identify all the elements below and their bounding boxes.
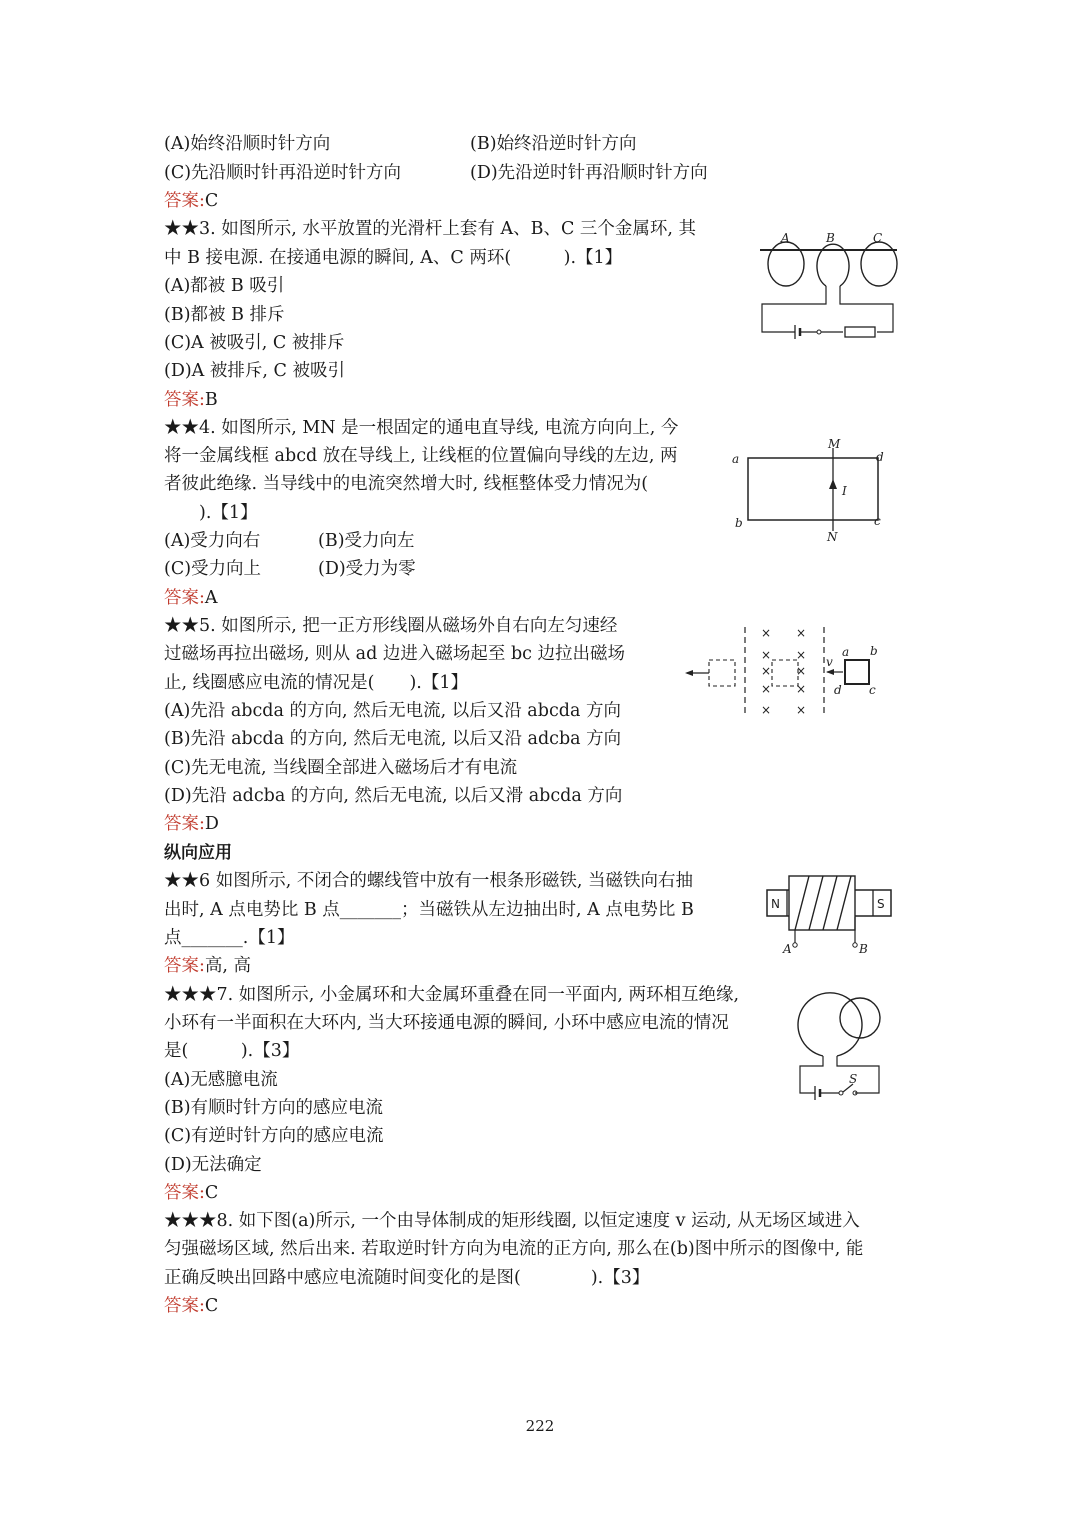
q5-stem-line-2: 过磁场再拉出磁场, 则从 ad 边进入磁场起至 bc 边拉出磁场 <box>164 644 626 664</box>
label-a: a <box>842 645 850 659</box>
label-a: A <box>781 231 790 245</box>
solenoid-tube <box>789 876 855 930</box>
q8-stem-line-2: 匀强磁场区域, 然后出来. 若取逆时针方向为电流的正方向, 那么在(b)图中所示的图像中, 能 <box>164 1239 864 1259</box>
label-b: b <box>870 644 878 658</box>
circuit-wire-left <box>762 286 826 332</box>
q4-option-b: (B)受力向左 <box>318 531 415 551</box>
field-mark: × <box>795 648 807 662</box>
answer-value: D <box>204 814 219 834</box>
answer-value: C <box>204 1296 219 1316</box>
q3-option-d: (D)A 被排斥, C 被吸引 <box>164 361 345 381</box>
label-c: c <box>874 514 881 528</box>
q8-answer <box>164 1295 218 1317</box>
answer-label: 答案: <box>164 588 205 608</box>
field-mark: × <box>760 703 772 717</box>
coil-position-exit <box>709 660 735 686</box>
q2-option-d: (D)先沿逆时针再沿顺时针方向 <box>470 163 708 183</box>
label-a: A <box>783 942 792 956</box>
switch-contact <box>817 330 821 334</box>
label-a: a <box>732 452 740 466</box>
velocity-arrow <box>826 669 834 675</box>
answer-value: A <box>204 588 218 608</box>
label-d: d <box>876 450 884 464</box>
label-m: M <box>828 437 841 451</box>
q3-option-b: (B)都被 B 排斥 <box>164 305 285 325</box>
section-title: 纵向应用 <box>164 843 232 863</box>
q2-option-a: (A)始终沿顺时针方向 <box>164 134 331 154</box>
q8-stem-line-1: ★★★8. 如下图(a)所示, 一个由导体制成的矩形线圈, 以恒定速度 v 运动, 从无场区域进入 <box>164 1211 860 1231</box>
q6-stem-line-1: ★★6 如图所示, 不闭合的螺线管中放有一根条形磁铁, 当磁铁向右抽 <box>164 871 693 891</box>
label-d: d <box>834 683 842 697</box>
q4-stem-line-4: ).【1】 <box>164 503 258 523</box>
q5-option-a: (A)先沿 abcda 的方向, 然后无电流, 以后又沿 abcda 方向 <box>164 701 621 721</box>
field-mark: × <box>760 664 772 678</box>
q7-option-a: (A)无感臆电流 <box>164 1070 278 1090</box>
q3-answer <box>164 389 218 411</box>
field-mark: × <box>795 682 807 696</box>
field-mark: × <box>760 648 772 662</box>
ring-c <box>861 242 897 286</box>
label-b: B <box>826 231 835 245</box>
label-n: N <box>771 897 780 911</box>
q5-option-c: (C)先无电流, 当线圈全部进入磁场后才有电流 <box>164 758 518 778</box>
label-s: S <box>877 897 885 911</box>
answer-value: 高, 高 <box>204 956 252 976</box>
answer-value: C <box>204 191 219 211</box>
q7-answer <box>164 1182 218 1204</box>
q3-stem-line-1: ★★3. 如图所示, 水平放置的光滑杆上套有 A、B、C 三个金属环, 其 <box>164 219 697 239</box>
q4-option-d: (D)受力为零 <box>318 559 416 579</box>
field-mark: × <box>760 682 772 696</box>
q7-option-b: (B)有顺时针方向的感应电流 <box>164 1098 384 1118</box>
q5-option-b: (B)先沿 abcda 的方向, 然后无电流, 以后又沿 adcba 方向 <box>164 729 622 749</box>
q4-option-c: (C)受力向上 <box>164 559 262 579</box>
exit-arrow <box>685 670 693 676</box>
q7-figure-rings <box>795 990 890 1100</box>
label-c: C <box>873 231 883 245</box>
q3-stem-line-2: 中 B 接电源. 在接通电源的瞬间, A、C 两环( ).【1】 <box>164 248 623 268</box>
q4-figure-frame <box>730 435 890 545</box>
q2-option-c: (C)先沿顺时针再沿逆时针方向 <box>164 163 402 183</box>
q4-stem-line-1: ★★4. 如图所示, MN 是一根固定的通电直导线, 电流方向向上, 今 <box>164 418 679 438</box>
label-c: c <box>869 683 876 697</box>
current-arrow <box>829 479 837 489</box>
label-b: B <box>859 942 868 956</box>
q7-option-c: (C)有逆时针方向的感应电流 <box>164 1126 384 1146</box>
q6-answer <box>164 955 251 977</box>
q6-figure-solenoid <box>765 867 895 957</box>
label-b: b <box>735 516 743 530</box>
q3-figure-rings <box>755 228 900 340</box>
q4-stem-line-2: 将一金属线框 abcd 放在导线上, 让线框的位置偏向导线的左边, 两 <box>164 446 678 466</box>
q5-figure-field <box>683 625 883 720</box>
answer-label: 答案: <box>164 191 205 211</box>
q5-answer <box>164 813 219 835</box>
q5-option-d: (D)先沿 adcba 的方向, 然后无电流, 以后又滑 abcda 方向 <box>164 786 623 806</box>
answer-value: C <box>204 1183 219 1203</box>
q2-option-b: (B)始终沿逆时针方向 <box>470 134 637 154</box>
label-n: N <box>827 530 838 544</box>
resistor <box>845 327 875 337</box>
q6-stem-line-2: 出时, A 点电势比 B 点_______；当磁铁从左边抽出时, A 点电势比 B <box>164 900 694 920</box>
circuit-wire-right <box>837 1056 879 1093</box>
label-i: I <box>842 484 847 498</box>
answer-label: 答案: <box>164 956 205 976</box>
field-mark: × <box>760 626 772 640</box>
q8-stem-line-3: 正确反映出回路中感应电流随时间变化的是图( ).【3】 <box>164 1268 650 1288</box>
q5-stem-line-1: ★★5. 如图所示, 把一正方形线圈从磁场外自右向左匀速经 <box>164 616 618 636</box>
answer-label: 答案: <box>164 1183 205 1203</box>
q4-option-a: (A)受力向右 <box>164 531 261 551</box>
q7-stem-line-1: ★★★7. 如图所示, 小金属环和大金属环重叠在同一平面内, 两环相互绝缘, <box>164 985 740 1005</box>
q7-stem-line-3: 是( ).【3】 <box>164 1041 300 1061</box>
q4-answer <box>164 587 218 609</box>
q4-stem-line-3: 者彼此绝缘. 当导线中的电流突然增大时, 线框整体受力情况为( <box>164 474 649 494</box>
answer-label: 答案: <box>164 390 205 410</box>
q3-option-a: (A)都被 B 吸引 <box>164 276 285 296</box>
page-number: 222 <box>525 1417 555 1435</box>
label-s: S <box>849 1072 858 1086</box>
field-mark: × <box>795 626 807 640</box>
q2-answer <box>164 190 218 212</box>
circuit-wire-left <box>800 1056 823 1093</box>
answer-label: 答案: <box>164 1296 205 1316</box>
q5-stem-line-3: 止, 线圈感应电流的情况是( ).【1】 <box>164 673 468 693</box>
q7-option-d: (D)无法确定 <box>164 1155 262 1175</box>
q6-stem-line-3: 点_______.【1】 <box>164 928 295 948</box>
ring-a <box>768 242 804 286</box>
answer-label: 答案: <box>164 814 205 834</box>
label-v: v <box>826 655 833 669</box>
coil-position-in-field <box>772 660 798 686</box>
answer-value: B <box>204 390 218 410</box>
wire-frame-abcd <box>748 458 878 520</box>
field-mark: × <box>795 703 807 717</box>
large-ring <box>798 993 862 1056</box>
square-coil <box>845 660 869 684</box>
circuit-wire-right <box>840 286 893 332</box>
q3-option-c: (C)A 被吸引, C 被排斥 <box>164 333 345 353</box>
field-mark: × <box>795 664 807 678</box>
small-ring <box>840 998 880 1038</box>
q7-stem-line-2: 小环有一半面积在大环内, 当大环接通电源的瞬间, 小环中感应电流的情况 <box>164 1013 729 1033</box>
